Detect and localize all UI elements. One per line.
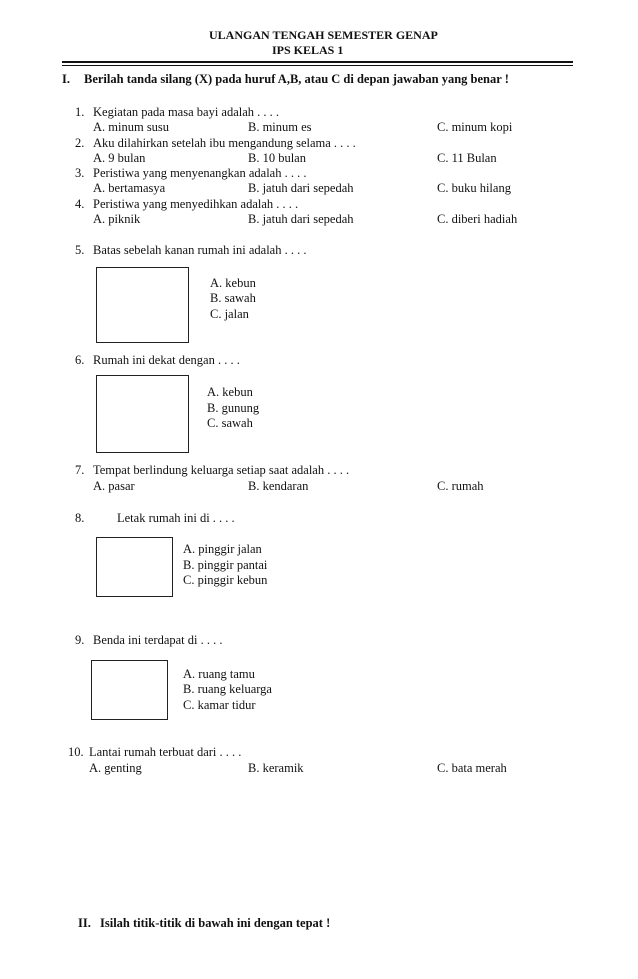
question-1-option-b: B. minum es	[248, 120, 312, 134]
question-5-option-b: B. sawah	[210, 291, 256, 305]
question-5-option-c: C. jalan	[210, 307, 249, 321]
question-3-option-c: C. buku hilang	[437, 181, 511, 195]
question-7-number: 7.	[75, 463, 85, 477]
section-2-instruction: Isilah titik-titik di bawah ini dengan tepat !	[100, 916, 331, 930]
question-9-option-c: C. kamar tidur	[183, 698, 256, 712]
question-4-option-c: C. diberi hadiah	[437, 212, 518, 226]
question-9-picture-box	[91, 660, 168, 720]
question-1-number: 1.	[75, 105, 85, 119]
question-5-picture-box	[96, 267, 189, 343]
question-1-option-c: C. minum kopi	[437, 120, 513, 134]
question-2-text: Aku dilahirkan setelah ibu mengandung selama . . . .	[93, 136, 356, 150]
question-2-option-b: B. 10 bulan	[248, 151, 306, 165]
question-4-text: Peristiwa yang menyedihkan adalah . . . .	[93, 197, 299, 211]
question-10-text: Lantai rumah terbuat dari . . . .	[89, 745, 242, 759]
question-6-option-b: B. gunung	[207, 401, 260, 415]
question-2-option-c: C. 11 Bulan	[437, 151, 497, 165]
question-9-number: 9.	[75, 633, 85, 647]
question-8-option-c: C. pinggir kebun	[183, 573, 268, 587]
question-8-text: Letak rumah ini di . . . .	[117, 511, 235, 525]
question-4-option-b: B. jatuh dari sepedah	[248, 212, 354, 226]
header-rule-thick	[62, 61, 573, 63]
section-1-instruction: Berilah tanda silang (X) pada huruf A,B, atau C di depan jawaban yang benar !	[84, 72, 509, 86]
question-5-text: Batas sebelah kanan rumah ini adalah . . . .	[93, 243, 307, 257]
section-1-number: I.	[62, 72, 70, 86]
question-3-option-a: A. bertamasya	[93, 181, 166, 195]
question-1-text: Kegiatan pada masa bayi adalah . . . .	[93, 105, 280, 119]
question-7-text: Tempat berlindung keluarga setiap saat adalah . . . .	[93, 463, 350, 477]
question-10-option-a: A. genting	[89, 761, 142, 775]
question-6-number: 6.	[75, 353, 85, 367]
question-7-option-c: C. rumah	[437, 479, 484, 493]
question-10-number: 10.	[68, 745, 84, 759]
exam-subtitle: IPS KELAS 1	[272, 43, 344, 57]
question-5-option-a: A. kebun	[210, 276, 256, 290]
question-4-number: 4.	[75, 197, 85, 211]
question-7-option-a: A. pasar	[93, 479, 135, 493]
question-8-option-b: B. pinggir pantai	[183, 558, 268, 572]
question-3-option-b: B. jatuh dari sepedah	[248, 181, 354, 195]
question-3-number: 3.	[75, 166, 85, 180]
question-5-number: 5.	[75, 243, 85, 257]
question-2-option-a: A. 9 bulan	[93, 151, 146, 165]
question-8-picture-box	[96, 537, 173, 597]
section-2-number: II.	[78, 916, 91, 930]
question-7-option-b: B. kendaran	[248, 479, 309, 493]
question-10-option-c: C. bata merah	[437, 761, 507, 775]
question-10-option-b: B. keramik	[248, 761, 304, 775]
question-6-picture-box	[96, 375, 189, 453]
question-6-text: Rumah ini dekat dengan . . . .	[93, 353, 240, 367]
question-8-option-a: A. pinggir jalan	[183, 542, 262, 556]
question-1-option-a: A. minum susu	[93, 120, 170, 134]
question-4-option-a: A. piknik	[93, 212, 141, 226]
question-9-option-a: A. ruang tamu	[183, 667, 255, 681]
question-8-number: 8.	[75, 511, 85, 525]
question-6-option-c: C. sawah	[207, 416, 253, 430]
question-9-text: Benda ini terdapat di . . . .	[93, 633, 223, 647]
question-3-text: Peristiwa yang menyenangkan adalah . . . .	[93, 166, 307, 180]
question-9-option-b: B. ruang keluarga	[183, 682, 272, 696]
question-2-number: 2.	[75, 136, 85, 150]
header-rule-thin	[62, 65, 573, 66]
exam-title: ULANGAN TENGAH SEMESTER GENAP	[209, 28, 438, 42]
question-6-option-a: A. kebun	[207, 385, 253, 399]
